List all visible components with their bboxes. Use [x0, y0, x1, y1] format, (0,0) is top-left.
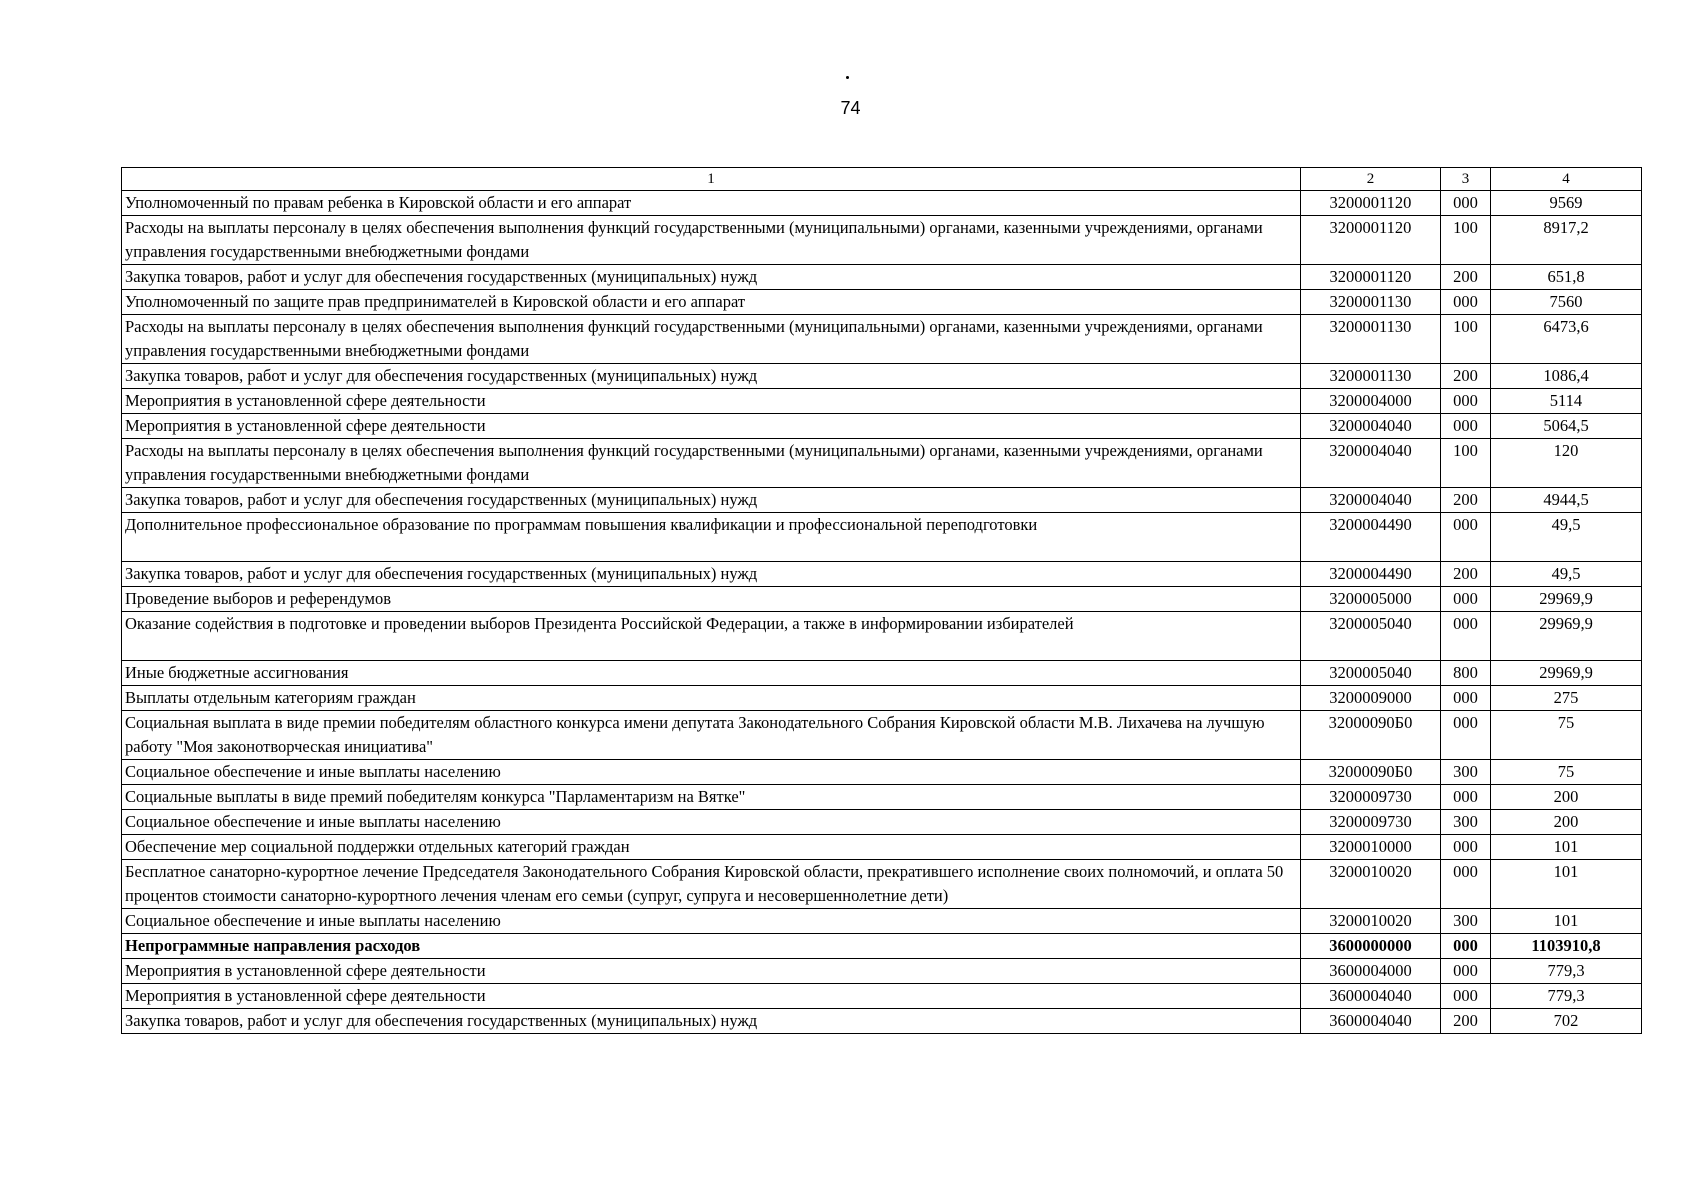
row-name-cell: Уполномоченный по правам ребенка в Кировской области и его аппарат	[122, 191, 1301, 216]
row-kind-cell: 100	[1441, 439, 1491, 488]
row-name-cell: Расходы на выплаты персоналу в целях обеспечения выполнения функций государственными (муниципальными) органами, казенными учреждениями, органами управления государственными внебюджетными фондами	[122, 216, 1301, 265]
row-code-cell: 3200010020	[1301, 860, 1441, 909]
row-amount-cell: 1086,4	[1491, 364, 1642, 389]
row-kind-cell: 000	[1441, 612, 1491, 661]
row-code-cell: 32000090Б0	[1301, 711, 1441, 760]
row-kind-cell: 100	[1441, 216, 1491, 265]
row-code-cell: 3200001130	[1301, 315, 1441, 364]
row-name-cell: Дополнительное профессиональное образование по программам повышения квалификации и профессиональной переподготовки	[122, 513, 1301, 562]
table-row	[122, 612, 1642, 661]
row-code-cell: 32000090Б0	[1301, 760, 1441, 785]
row-amount-cell: 29969,9	[1491, 587, 1642, 612]
row-amount-cell: 101	[1491, 835, 1642, 860]
row-kind-cell: 000	[1441, 984, 1491, 1009]
column-header-code: 2	[1301, 168, 1441, 191]
row-code-cell: 3200004000	[1301, 389, 1441, 414]
row-kind-cell: 000	[1441, 414, 1491, 439]
row-code-cell: 3200004040	[1301, 414, 1441, 439]
column-header-kind: 3	[1441, 168, 1491, 191]
row-amount-cell: 29969,9	[1491, 661, 1642, 686]
row-kind-cell: 200	[1441, 562, 1491, 587]
row-amount-cell: 1103910,8	[1491, 934, 1642, 959]
row-name-cell: Закупка товаров, работ и услуг для обеспечения государственных (муниципальных) нужд	[122, 488, 1301, 513]
row-code-cell: 3200001120	[1301, 216, 1441, 265]
row-name-cell: Мероприятия в установленной сфере деятельности	[122, 389, 1301, 414]
row-amount-cell: 651,8	[1491, 265, 1642, 290]
row-kind-cell: 000	[1441, 686, 1491, 711]
row-kind-cell: 300	[1441, 810, 1491, 835]
row-code-cell: 3600004000	[1301, 959, 1441, 984]
table-row	[122, 389, 1642, 414]
table-row	[122, 414, 1642, 439]
row-kind-cell: 000	[1441, 934, 1491, 959]
table-row	[122, 562, 1642, 587]
table-header-row	[122, 168, 1642, 191]
row-kind-cell: 200	[1441, 364, 1491, 389]
row-amount-cell: 120	[1491, 439, 1642, 488]
row-kind-cell: 300	[1441, 909, 1491, 934]
table-row	[122, 290, 1642, 315]
row-code-cell: 3200004040	[1301, 439, 1441, 488]
table-row	[122, 835, 1642, 860]
row-name-cell: Социальные выплаты в виде премий победителям конкурса "Парламентаризм на Вятке"	[122, 785, 1301, 810]
table-row	[122, 711, 1642, 760]
row-amount-cell: 101	[1491, 860, 1642, 909]
table-row	[122, 587, 1642, 612]
row-code-cell: 3200001130	[1301, 364, 1441, 389]
table-row	[122, 909, 1642, 934]
row-kind-cell: 000	[1441, 191, 1491, 216]
row-amount-cell: 4944,5	[1491, 488, 1642, 513]
table-row	[122, 860, 1642, 909]
table-row	[122, 439, 1642, 488]
row-code-cell: 3200004040	[1301, 488, 1441, 513]
row-code-cell: 3200005000	[1301, 587, 1441, 612]
row-amount-cell: 7560	[1491, 290, 1642, 315]
row-kind-cell: 000	[1441, 587, 1491, 612]
row-name-cell: Обеспечение мер социальной поддержки отдельных категорий граждан	[122, 835, 1301, 860]
row-code-cell: 3600004040	[1301, 984, 1441, 1009]
row-amount-cell: 200	[1491, 785, 1642, 810]
row-name-cell: Проведение выборов и референдумов	[122, 587, 1301, 612]
table-row	[122, 959, 1642, 984]
row-code-cell: 3200010000	[1301, 835, 1441, 860]
table-row	[122, 216, 1642, 265]
table-row	[122, 488, 1642, 513]
row-kind-cell: 200	[1441, 488, 1491, 513]
row-amount-cell: 75	[1491, 711, 1642, 760]
row-kind-cell: 000	[1441, 290, 1491, 315]
row-kind-cell: 200	[1441, 265, 1491, 290]
row-amount-cell: 702	[1491, 1009, 1642, 1034]
row-name-cell: Социальное обеспечение и иные выплаты населению	[122, 909, 1301, 934]
table-row	[122, 686, 1642, 711]
row-name-cell: Социальная выплата в виде премии победителям областного конкурса имени депутата Законодательного Собрания Кировской области М.В. Лихачева на лучшую работу "Моя законотворческая инициатива"	[122, 711, 1301, 760]
row-amount-cell: 101	[1491, 909, 1642, 934]
row-kind-cell: 100	[1441, 315, 1491, 364]
row-kind-cell: 000	[1441, 389, 1491, 414]
row-code-cell: 3600000000	[1301, 934, 1441, 959]
row-amount-cell: 5064,5	[1491, 414, 1642, 439]
row-code-cell: 3200001130	[1301, 290, 1441, 315]
row-name-cell: Закупка товаров, работ и услуг для обеспечения государственных (муниципальных) нужд	[122, 364, 1301, 389]
row-name-cell: Мероприятия в установленной сфере деятельности	[122, 414, 1301, 439]
row-name-cell: Закупка товаров, работ и услуг для обеспечения государственных (муниципальных) нужд	[122, 265, 1301, 290]
row-kind-cell: 200	[1441, 1009, 1491, 1034]
row-name-cell: Мероприятия в установленной сфере деятельности	[122, 984, 1301, 1009]
row-amount-cell: 779,3	[1491, 984, 1642, 1009]
row-name-cell: Мероприятия в установленной сфере деятельности	[122, 959, 1301, 984]
scan-speck	[846, 76, 849, 79]
row-code-cell: 3200004490	[1301, 513, 1441, 562]
row-amount-cell: 49,5	[1491, 562, 1642, 587]
table-row	[122, 661, 1642, 686]
row-code-cell: 3200010020	[1301, 909, 1441, 934]
row-amount-cell: 6473,6	[1491, 315, 1642, 364]
row-name-cell: Бесплатное санаторно-курортное лечение Председателя Законодательного Собрания Кировской области, прекратившего исполнение своих полномочий, и оплата 50 процентов стоимости санаторно-курортного лечения членам его семьи (супруг, супруга и несовершеннолетние дети)	[122, 860, 1301, 909]
row-code-cell: 3200001120	[1301, 265, 1441, 290]
row-name-cell: Социальное обеспечение и иные выплаты населению	[122, 760, 1301, 785]
row-name-cell: Социальное обеспечение и иные выплаты населению	[122, 810, 1301, 835]
column-header-name: 1	[122, 168, 1301, 191]
table-body	[122, 191, 1642, 1034]
row-name-cell: Выплаты отдельным категориям граждан	[122, 686, 1301, 711]
row-name-cell: Закупка товаров, работ и услуг для обеспечения государственных (муниципальных) нужд	[122, 1009, 1301, 1034]
row-name-cell: Расходы на выплаты персоналу в целях обеспечения выполнения функций государственными (муниципальными) органами, казенными учреждениями, органами управления государственными внебюджетными фондами	[122, 439, 1301, 488]
table-row	[122, 785, 1642, 810]
row-kind-cell: 000	[1441, 959, 1491, 984]
row-amount-cell: 200	[1491, 810, 1642, 835]
row-amount-cell: 29969,9	[1491, 612, 1642, 661]
row-kind-cell: 000	[1441, 835, 1491, 860]
table-row	[122, 191, 1642, 216]
row-code-cell: 3200005040	[1301, 661, 1441, 686]
row-amount-cell: 49,5	[1491, 513, 1642, 562]
row-amount-cell: 8917,2	[1491, 216, 1642, 265]
row-code-cell: 3200005040	[1301, 612, 1441, 661]
row-kind-cell: 000	[1441, 860, 1491, 909]
row-code-cell: 3600004040	[1301, 1009, 1441, 1034]
row-kind-cell: 800	[1441, 661, 1491, 686]
row-kind-cell: 000	[1441, 513, 1491, 562]
table-row	[122, 364, 1642, 389]
row-amount-cell: 5114	[1491, 389, 1642, 414]
row-name-cell: Иные бюджетные ассигнования	[122, 661, 1301, 686]
row-kind-cell: 300	[1441, 760, 1491, 785]
row-name-cell: Уполномоченный по защите прав предпринимателей в Кировской области и его аппарат	[122, 290, 1301, 315]
budget-table	[121, 167, 1642, 1034]
table-row	[122, 984, 1642, 1009]
table-row	[122, 760, 1642, 785]
table-row	[122, 810, 1642, 835]
row-name-cell: Расходы на выплаты персоналу в целях обеспечения выполнения функций государственными (муниципальными) органами, казенными учреждениями, органами управления государственными внебюджетными фондами	[122, 315, 1301, 364]
row-name-cell: Закупка товаров, работ и услуг для обеспечения государственных (муниципальных) нужд	[122, 562, 1301, 587]
column-header-amount: 4	[1491, 168, 1642, 191]
row-code-cell: 3200004490	[1301, 562, 1441, 587]
row-name-cell: Непрограммные направления расходов	[122, 934, 1301, 959]
table-row	[122, 315, 1642, 364]
row-kind-cell: 000	[1441, 711, 1491, 760]
row-code-cell: 3200009730	[1301, 785, 1441, 810]
table-row	[122, 934, 1642, 959]
row-amount-cell: 779,3	[1491, 959, 1642, 984]
row-kind-cell: 000	[1441, 785, 1491, 810]
row-amount-cell: 75	[1491, 760, 1642, 785]
row-code-cell: 3200009730	[1301, 810, 1441, 835]
row-code-cell: 3200001120	[1301, 191, 1441, 216]
table-row	[122, 265, 1642, 290]
row-amount-cell: 9569	[1491, 191, 1642, 216]
row-amount-cell: 275	[1491, 686, 1642, 711]
row-code-cell: 3200009000	[1301, 686, 1441, 711]
page-number: 74	[840, 98, 861, 118]
table-row	[122, 513, 1642, 562]
row-name-cell: Оказание содействия в подготовке и проведении выборов Президента Российской Федерации, а также в информировании избирателей	[122, 612, 1301, 661]
table-row	[122, 1009, 1642, 1034]
